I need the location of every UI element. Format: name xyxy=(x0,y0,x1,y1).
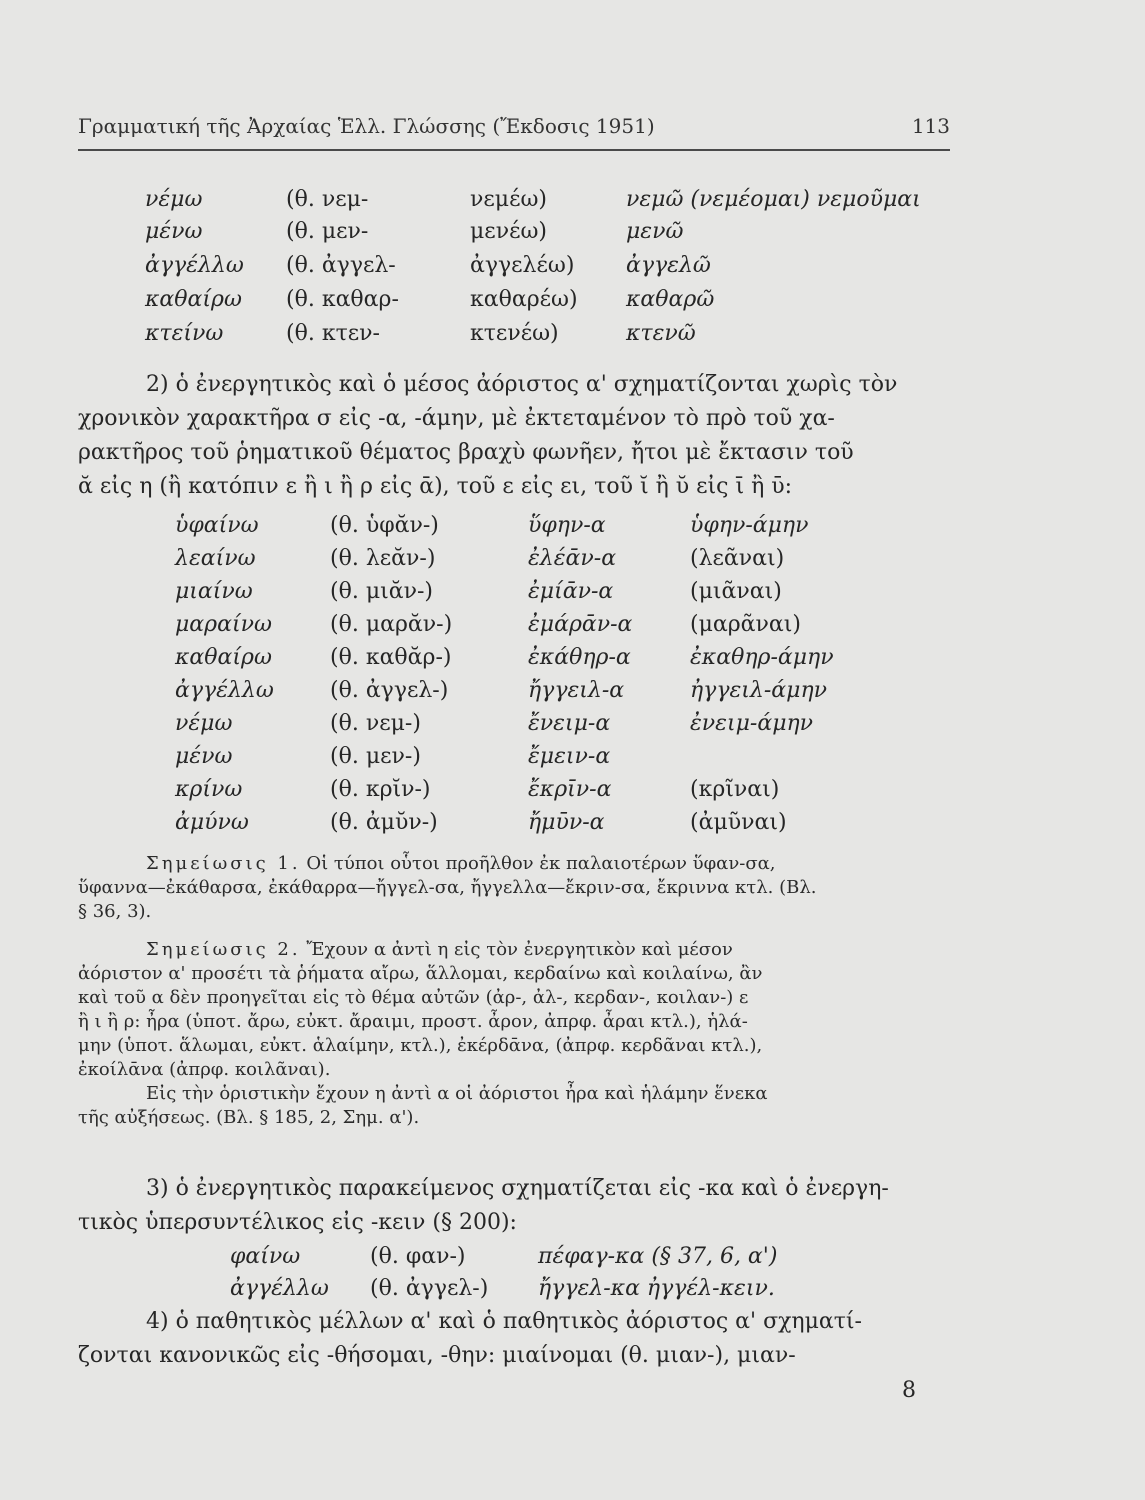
table-row: φαίνω (θ. φαν-) πέφαγ-κα (§ 37, 6, α') xyxy=(230,1244,778,1269)
paragraph-4: 4) ὁ παθητικὸς μέλλων α' καὶ ὁ παθητικὸς ἀόριστος α' σχηματί- ζονται κανονικῶς εἰς -θήσομαι, -θην: μιαίνομαι (θ. μιαν-), μιαν- xyxy=(78,1309,862,1368)
running-header xyxy=(78,114,950,138)
table-row: μένω (θ. μεν- μενέω) μενῶ xyxy=(145,219,684,244)
page-number: 113 xyxy=(911,114,950,138)
table-row: καθαίρω (θ. καθαρ- καθαρέω) καθαρῶ xyxy=(145,287,715,312)
note-label: Σημείωσις 2. xyxy=(146,939,301,960)
table-row: ὑφαίνω (θ. ὑφᾰν-) ὕφην-α ὑφην-άμην xyxy=(175,513,809,538)
table-row: κρίνω (θ. κρῐν-) ἔκρῑν-α (κρῖναι) xyxy=(175,777,780,802)
note-label: Σημείωσις 1. xyxy=(146,853,301,874)
paragraph-3: 3) ὁ ἐνεργητικὸς παρακείμενος σχηματίζεται εἰς -κα καὶ ὁ ἐνεργη- τικὸς ὑπερσυντέλικος εἰς -κειν (§ 200): xyxy=(78,1176,889,1235)
table-row: μαραίνω (θ. μαρᾰν-) ἐμάρᾱν-α (μαρᾶναι) xyxy=(175,612,801,637)
paragraph-2: 2) ὁ ἐνεργητικὸς καὶ ὁ μέσος ἀόριστος α' σχηματίζονται χωρὶς τὸν χρονικὸν χαρακτῆρα σ εἰς -α, -άμην, μὲ ἐκτεταμένον τὸ πρὸ τοῦ χα- ρακτῆρος τοῦ ῥηματικοῦ θέματος βραχὺ φωνῆεν, ἤτοι μὲ ἔκτασιν τοῦ ᾰ εἰς η (ἢ κατόπιν ε ἢ ι ἢ ρ εἰς ᾱ), τοῦ ε εἰς ει, τοῦ ῐ ἢ ῠ εἰς ῑ ἢ ῡ: xyxy=(78,372,898,499)
table-row: ἀγγέλλω (θ. ἀγγελ-) ἤγγειλ-α ἠγγειλ-άμην xyxy=(175,678,827,703)
table-row: καθαίρω (θ. καθᾰρ-) ἐκάθηρ-α ἐκαθηρ-άμην xyxy=(175,645,834,670)
table-row: νέμω (θ. νεμ-) ἔνειμ-α ἐνειμ-άμην xyxy=(175,711,814,736)
table-row: ἀγγέλλω (θ. ἀγγελ-) ἤγγελ-κα ἠγγέλ-κειν. xyxy=(230,1276,775,1301)
note-2: Σημείωσις 2. Ἔχουν α ἀντὶ η εἰς τὸν ἐνεργητικὸν καὶ μέσον ἀόριστον α' προσέτι τὰ ῥήματα αἴρω, ἅλλομαι, κερδαίνω καὶ κοιλαίνω, ἂν καὶ τοῦ α δὲν προηγεῖται εἰς τὸ θέμα αὐτῶν (ἀρ-, ἀλ-, κερδαν-, κοιλαν-) ε ἢ ι ἢ ρ: ἦρα (ὑποτ. ἄρω, εὐκτ. ἄραιμι, προστ. ἆρον, ἀπρφ. ἆραι κτλ.), ἡλά- μην (ὑποτ. ἅλωμαι, εὐκτ. ἁλαίμην, κτλ.), ἐκέρδᾱνα, (ἀπρφ. κερδᾶναι κτλ.), ἐκοίλᾱνα (ἀπρφ. κοιλᾶναι). Εἰς τὴν ὁριστικὴν ἔχουν η ἀντὶ α οἱ ἀόριστοι ἦρα καὶ ἡλάμην ἕνεκα τῆς αὐξήσεως. (Βλ. § 185, 2, Σημ. α'). xyxy=(78,939,768,1128)
running-title: Γραμματική τῆς Ἀρχαίας Ἑλλ. Γλώσσης (Ἔκδοσις 1951) xyxy=(78,114,655,138)
table-row: κτείνω (θ. κτεν- κτενέω) κτενῶ xyxy=(145,321,696,346)
signature-mark: 8 xyxy=(902,1378,916,1403)
table-row: ἀμύνω (θ. ἀμῠν-) ἤμῡν-α (ἀμῦναι) xyxy=(175,810,787,835)
table-row: λεαίνω (θ. λεᾰν-) ἐλέᾱν-α (λεᾶναι) xyxy=(175,546,785,571)
table-row: ἀγγέλλω (θ. ἀγγελ- ἀγγελέω) ἀγγελῶ xyxy=(145,253,711,278)
note-1: Σημείωσις 1. Οἱ τύποι οὗτοι προῆλθον ἐκ παλαιοτέρων ὕφαν-σα, ὕφαννα—ἐκάθαρσα, ἐκάθαρρα—ἤγγελ-σα, ἤγγελλα—ἔκριν-σα, ἔκριννα κτλ. (Βλ. § 36, 3). xyxy=(78,853,817,922)
table-row: νέμω (θ. νεμ- νεμέω) νεμῶ (νεμέομαι) νεμοῦμαι xyxy=(145,187,921,212)
header-rule xyxy=(78,149,950,151)
table-row: μιαίνω (θ. μιᾰν-) ἐμίᾱν-α (μιᾶναι) xyxy=(175,579,782,604)
table-row: μένω (θ. μεν-) ἔμειν-α xyxy=(175,744,611,769)
